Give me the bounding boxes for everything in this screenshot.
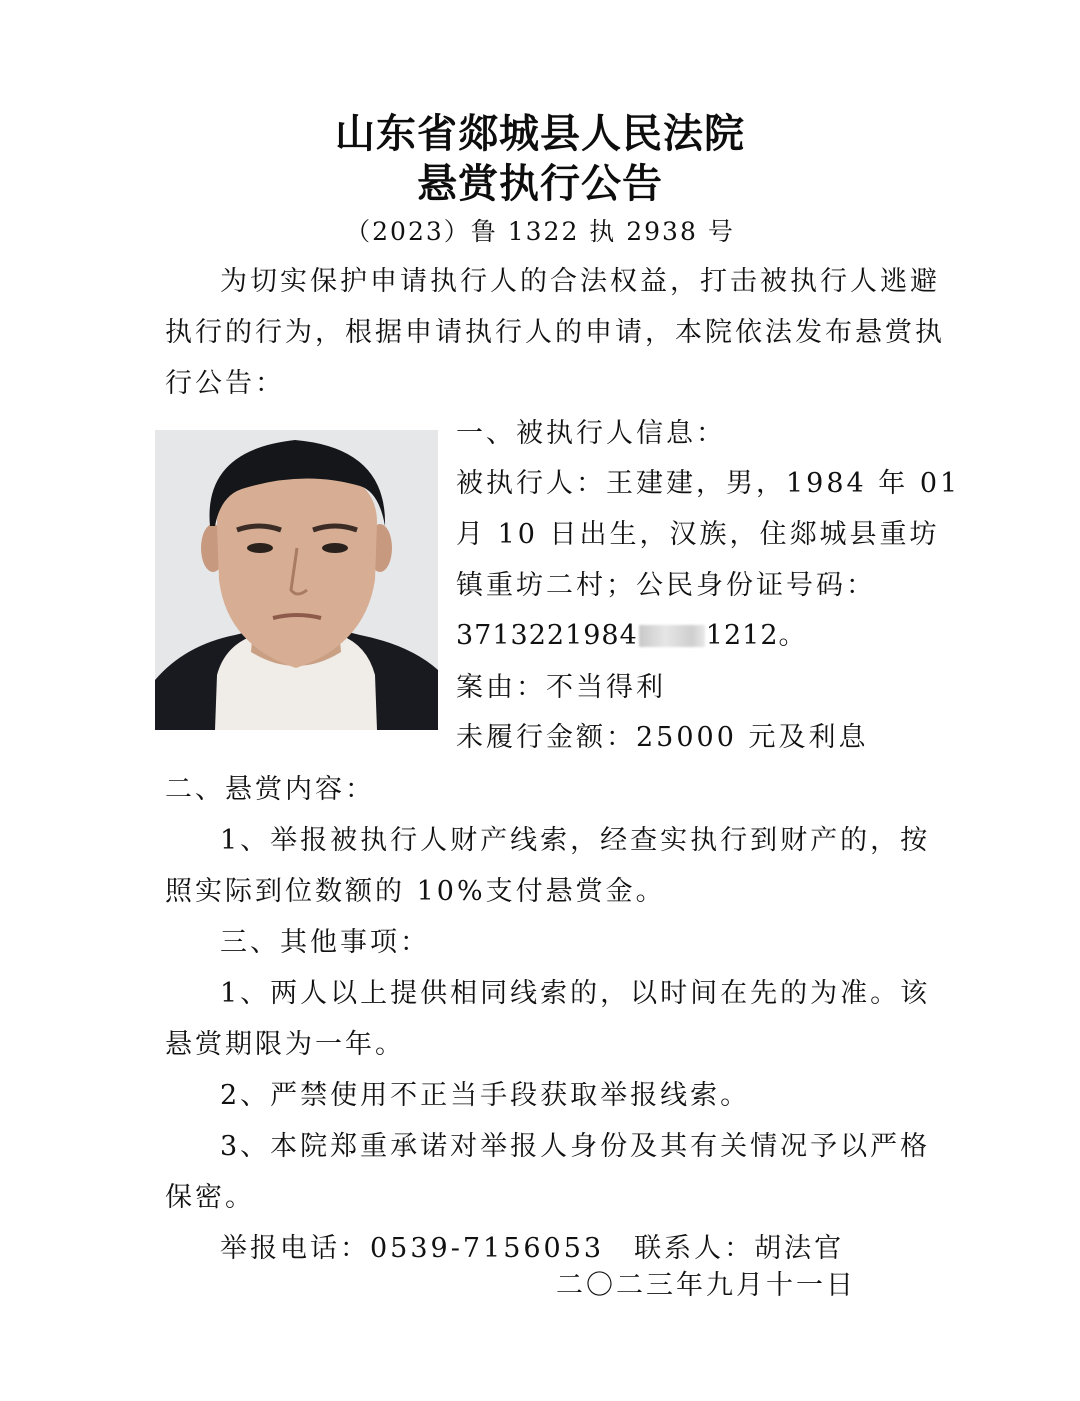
portrait-image xyxy=(155,430,438,730)
unpaid-amount: 未履行金额：25000 元及利息 xyxy=(456,722,869,753)
contact-info: 举报电话：0539-7156053 联系人：胡法官 xyxy=(220,1233,845,1264)
id-number-suffix: 1212。 xyxy=(705,620,807,651)
case-number: （2023）鲁 1322 执 2938 号 xyxy=(345,217,735,246)
other-line-5: 保密。 xyxy=(165,1182,255,1213)
section3-heading: 三、其他事项： xyxy=(220,927,430,958)
court-name: 山东省郯城县人民法院 xyxy=(335,111,745,157)
issue-date: 二〇二三年九月十一日 xyxy=(556,1270,856,1301)
reward-line-2: 照实际到位数额的 10%支付悬赏金。 xyxy=(165,876,666,907)
other-line-3: 2、严禁使用不正当手段获取举报线索。 xyxy=(220,1080,751,1111)
section1-heading: 一、被执行人信息： xyxy=(456,418,726,449)
section2-heading: 二、悬赏内容： xyxy=(165,774,375,805)
notice-title: 悬赏执行公告 xyxy=(417,161,663,207)
intro-line-1: 为切实保护申请执行人的合法权益，打击被执行人逃避 xyxy=(220,266,940,297)
subject-info-line-2: 月 10 日出生，汉族，住郯城县重坊 xyxy=(456,519,940,550)
subject-info-line-1: 被执行人：王建建，男，1984 年 01 xyxy=(456,468,961,499)
id-number-prefix: 3713221984 xyxy=(456,620,638,651)
id-redaction-blur xyxy=(639,625,705,647)
subject-photo xyxy=(155,430,438,730)
id-number xyxy=(456,618,807,654)
subject-info-line-3: 镇重坊二村；公民身份证号码： xyxy=(456,570,876,601)
reward-line-1: 1、举报被执行人财产线索，经查实执行到财产的，按 xyxy=(220,825,931,856)
intro-line-3: 行公告： xyxy=(165,368,285,399)
other-line-1: 1、两人以上提供相同线索的，以时间在先的为准。该 xyxy=(220,978,931,1009)
other-line-2: 悬赏期限为一年。 xyxy=(165,1029,405,1060)
case-cause: 案由：不当得利 xyxy=(456,672,666,703)
intro-line-2: 执行的行为，根据申请执行人的申请，本院依法发布悬赏执 xyxy=(165,317,945,348)
other-line-4: 3、本院郑重承诺对举报人身份及其有关情况予以严格 xyxy=(220,1131,931,1162)
